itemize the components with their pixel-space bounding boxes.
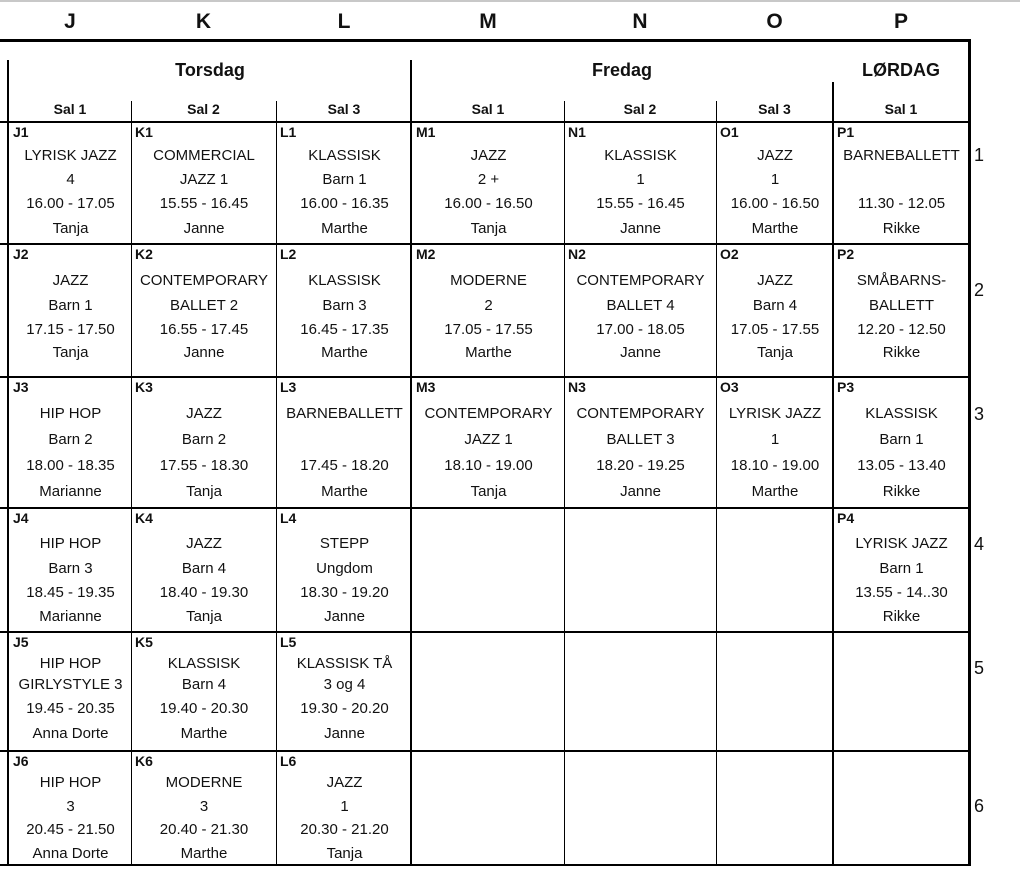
class-instructor: Rikke: [882, 220, 921, 237]
class-name: CONTEMPORARY: [424, 405, 553, 422]
class-time: 17.55 - 18.30: [159, 457, 249, 474]
class-time: 17.05 - 17.55: [730, 321, 820, 338]
class-time: 18.00 - 18.35: [26, 457, 115, 474]
class-time: 16.55 - 17.45: [159, 321, 249, 338]
class-code: L3: [280, 379, 297, 395]
class-name: MODERNE: [165, 774, 243, 791]
class-cell: [132, 378, 276, 507]
class-time: 17.00 - 18.05: [596, 321, 685, 338]
class-time: 17.15 - 17.50: [26, 321, 115, 338]
class-name: CONTEMPORARY: [139, 272, 269, 289]
class-level: 3: [199, 798, 209, 815]
class-code: K6: [135, 753, 153, 769]
class-name: LYRISK JAZZ: [855, 535, 948, 552]
class-level: 1: [340, 798, 349, 815]
class-cell: [277, 509, 412, 631]
class-level: JAZZ 1: [179, 171, 229, 188]
class-name: JAZZ: [186, 535, 222, 552]
class-time: 11.30 - 12.05: [857, 195, 946, 212]
class-level: BALLET 2: [169, 297, 239, 314]
class-time: 12.20 - 12.50: [857, 321, 946, 338]
class-time: 13.05 - 13.40: [857, 457, 946, 474]
class-instructor: Marianne: [39, 483, 102, 500]
class-cell: [565, 378, 716, 507]
header-top-border: [0, 39, 970, 42]
column-letter-k: K: [195, 10, 212, 33]
class-time: 18.45 - 19.35: [26, 584, 115, 601]
class-time: 15.55 - 16.45: [596, 195, 685, 212]
class-name: COMMERCIAL: [153, 147, 255, 164]
hall-header: Sal 3: [327, 101, 361, 117]
class-code: M2: [416, 246, 436, 262]
class-code: K5: [135, 634, 153, 650]
hall-header: Sal 1: [53, 101, 87, 117]
class-name: LYRISK JAZZ: [728, 405, 822, 422]
class-instructor: Rikke: [882, 344, 921, 361]
class-instructor: Tanja: [326, 845, 363, 862]
class-instructor: Marthe: [751, 220, 799, 237]
class-cell: [834, 752, 969, 865]
row-number: 3: [974, 404, 985, 424]
class-instructor: Janne: [620, 344, 661, 361]
class-instructor: Marthe: [321, 483, 368, 500]
class-name: HIP HOP: [39, 655, 102, 672]
class-level: Barn 4: [181, 676, 227, 693]
class-time: 19.45 - 20.35: [26, 700, 115, 717]
class-name: KLASSISK: [167, 655, 241, 672]
class-cell: [834, 378, 969, 507]
class-time: 16.00 - 16.35: [300, 195, 389, 212]
class-instructor: Tanja: [52, 220, 89, 237]
class-level: 1: [636, 171, 645, 188]
class-code: J5: [13, 634, 29, 650]
class-code: M3: [416, 379, 436, 395]
class-time: 16.00 - 17.05: [26, 195, 115, 212]
class-code: K1: [135, 124, 153, 140]
class-code: M1: [416, 124, 436, 140]
class-level: 1: [770, 171, 780, 188]
class-cell: [10, 509, 131, 631]
class-name: JAZZ: [757, 272, 793, 289]
column-letter-l: L: [337, 10, 351, 33]
column-letter-o: O: [766, 10, 783, 33]
class-level: BALLET 3: [606, 431, 675, 448]
class-code: O2: [720, 246, 739, 262]
class-instructor: Marianne: [39, 608, 102, 625]
class-cell: [565, 633, 716, 750]
class-instructor: Rikke: [882, 608, 921, 625]
class-name: KLASSISK TÅ: [296, 655, 393, 672]
class-code: L2: [280, 246, 297, 262]
class-cell: [834, 509, 969, 631]
hall-header: Sal 1: [884, 101, 918, 117]
class-cell: [132, 245, 276, 376]
class-name: KLASSISK: [604, 147, 677, 164]
class-cell: [834, 633, 969, 750]
class-name: STEPP: [319, 535, 370, 552]
class-cell: [132, 752, 276, 865]
class-level: 4: [66, 171, 75, 188]
class-cell: [277, 752, 412, 865]
class-code: N3: [568, 379, 586, 395]
class-time: 16.00 - 16.50: [444, 195, 533, 212]
class-code: J4: [13, 510, 29, 526]
class-cell: [413, 752, 564, 865]
class-instructor: Janne: [183, 344, 225, 361]
class-time: 18.10 - 19.00: [730, 457, 820, 474]
row-number: 6: [974, 796, 985, 816]
class-code: K4: [135, 510, 153, 526]
class-cell: [717, 245, 833, 376]
class-code: J3: [13, 379, 29, 395]
class-instructor: Marthe: [321, 220, 368, 237]
class-cell: [277, 245, 412, 376]
class-code: N2: [568, 246, 586, 262]
row-number: 5: [974, 658, 985, 678]
day-header-torsdag: Torsdag: [175, 60, 245, 80]
class-level: Ungdom: [316, 560, 373, 577]
class-cell: [10, 123, 131, 243]
class-time: 18.40 - 19.30: [159, 584, 249, 601]
class-code: P2: [837, 246, 855, 262]
class-instructor: Marthe: [321, 344, 368, 361]
top-divider: [0, 0, 1020, 2]
class-code: N1: [568, 124, 586, 140]
class-time: 20.40 - 21.30: [159, 821, 249, 838]
class-instructor: Anna Dorte: [32, 725, 109, 742]
class-cell: [834, 123, 969, 243]
class-time: 19.30 - 20.20: [300, 700, 389, 717]
class-cell: [834, 245, 969, 376]
class-code: J6: [13, 753, 29, 769]
class-cell: [717, 378, 833, 507]
class-instructor: Rikke: [882, 483, 921, 500]
class-code: L4: [280, 510, 297, 526]
class-name: CONTEMPORARY: [576, 405, 705, 422]
class-cell: [10, 752, 131, 865]
row-number: 1: [974, 145, 985, 165]
class-time: 18.10 - 19.00: [444, 457, 533, 474]
class-cell: [413, 509, 564, 631]
class-level: Barn 2: [181, 431, 227, 448]
class-time: 18.30 - 19.20: [300, 584, 389, 601]
class-time: 18.20 - 19.25: [596, 457, 685, 474]
class-instructor: Marthe: [465, 344, 512, 361]
class-time: 16.45 - 17.35: [300, 321, 389, 338]
class-level: 3: [66, 798, 75, 815]
class-cell: [277, 123, 412, 243]
class-time: 13.55 - 14..30: [855, 584, 948, 601]
hall-header: Sal 3: [758, 101, 791, 117]
class-code: K2: [135, 246, 153, 262]
class-name: JAZZ: [186, 405, 222, 422]
left-border: [7, 60, 9, 866]
class-name: KLASSISK: [865, 405, 938, 422]
class-code: P3: [837, 379, 855, 395]
class-level: Barn 1: [322, 171, 367, 188]
class-level: Barn 3: [48, 560, 93, 577]
class-name: HIP HOP: [39, 535, 102, 552]
class-level: Barn 3: [322, 297, 367, 314]
class-cell: [10, 633, 131, 750]
class-level: Barn 4: [752, 297, 798, 314]
row-number: 4: [974, 534, 985, 554]
class-instructor: Tanja: [186, 608, 222, 625]
hall-header: Sal 1: [471, 101, 505, 117]
class-instructor: Tanja: [52, 344, 89, 361]
class-level: Barn 1: [48, 297, 93, 314]
class-code: J1: [13, 124, 29, 140]
class-name: SMÅBARNS-: [856, 272, 947, 289]
day-header-fredag: Fredag: [591, 60, 652, 80]
class-time: 20.45 - 21.50: [26, 821, 115, 838]
class-cell: [277, 378, 412, 507]
class-instructor: Marthe: [751, 483, 799, 500]
class-name: CONTEMPORARY: [576, 272, 705, 289]
class-name: HIP HOP: [39, 405, 102, 422]
class-instructor: Tanja: [470, 220, 507, 237]
class-instructor: Tanja: [186, 483, 222, 500]
class-time: 19.40 - 20.30: [159, 700, 249, 717]
class-cell: [132, 633, 276, 750]
class-cell: [413, 123, 564, 243]
class-instructor: Marthe: [180, 725, 228, 742]
class-code: L1: [280, 124, 297, 140]
class-instructor: Janne: [183, 220, 225, 237]
class-instructor: Tanja: [470, 483, 507, 500]
class-cell: [413, 245, 564, 376]
class-code: P4: [837, 510, 855, 526]
class-instructor: Tanja: [757, 344, 793, 361]
class-name: KLASSISK: [308, 272, 381, 289]
class-code: O3: [720, 379, 739, 395]
class-cell: [10, 378, 131, 507]
class-cell: [565, 123, 716, 243]
class-cell: [565, 509, 716, 631]
row-number: 2: [974, 280, 985, 300]
class-code: L5: [280, 634, 297, 650]
class-level: Barn 4: [181, 560, 227, 577]
column-letter-j: J: [64, 10, 76, 33]
column-letter-m: M: [479, 10, 497, 33]
class-instructor: Janne: [620, 220, 661, 237]
class-name: JAZZ: [470, 147, 507, 164]
class-time: 16.00 - 16.50: [730, 195, 820, 212]
class-name: HIP HOP: [39, 774, 102, 791]
class-level: BALLETT: [868, 297, 935, 314]
class-cell: [132, 123, 276, 243]
class-cell: [565, 245, 716, 376]
class-time: 17.05 - 17.55: [444, 321, 533, 338]
class-code: P1: [837, 124, 855, 140]
class-cell: [565, 752, 716, 865]
class-cell: [717, 633, 833, 750]
class-level: GIRLYSTYLE 3: [18, 676, 123, 693]
class-name: MODERNE: [450, 272, 527, 289]
class-level: 3 og 4: [323, 676, 366, 693]
class-level: Barn 1: [879, 431, 924, 448]
class-code: O1: [720, 124, 739, 140]
class-code: L6: [280, 753, 297, 769]
class-cell: [413, 378, 564, 507]
class-name: JAZZ: [52, 272, 89, 289]
class-instructor: Janne: [324, 608, 365, 625]
class-name: LYRISK JAZZ: [24, 147, 117, 164]
class-level: Barn 1: [879, 560, 924, 577]
class-name: JAZZ: [757, 147, 793, 164]
class-level: BALLET 4: [606, 297, 675, 314]
column-letter-n: N: [632, 10, 648, 33]
class-name: BARNEBALLETT: [286, 405, 403, 422]
class-cell: [132, 509, 276, 631]
class-instructor: Anna Dorte: [32, 845, 109, 862]
class-name: JAZZ: [326, 774, 363, 791]
class-time: 20.30 - 21.20: [300, 821, 389, 838]
class-level: 2: [484, 297, 493, 314]
class-cell: [717, 509, 833, 631]
class-name: KLASSISK: [308, 147, 381, 164]
class-instructor: Janne: [324, 725, 365, 742]
column-letter-p: P: [893, 10, 908, 33]
class-code: J2: [13, 246, 29, 262]
class-level: Barn 2: [48, 431, 93, 448]
class-level: JAZZ 1: [464, 431, 513, 448]
class-cell: [277, 633, 412, 750]
class-cell: [717, 752, 833, 865]
class-cell: [10, 245, 131, 376]
class-code: K3: [135, 379, 153, 395]
class-level: 1: [770, 431, 780, 448]
class-cell: [413, 633, 564, 750]
class-cell: [717, 123, 833, 243]
day-header-lordag: LØRDAG: [862, 60, 940, 80]
class-time: 17.45 - 18.20: [300, 457, 389, 474]
hall-header: Sal 2: [623, 101, 657, 117]
class-level: 2 +: [477, 171, 500, 188]
hall-header: Sal 2: [187, 101, 220, 117]
class-instructor: Marthe: [180, 845, 228, 862]
class-name: BARNEBALLETT: [843, 147, 960, 164]
class-time: 15.55 - 16.45: [159, 195, 249, 212]
class-instructor: Janne: [620, 483, 661, 500]
